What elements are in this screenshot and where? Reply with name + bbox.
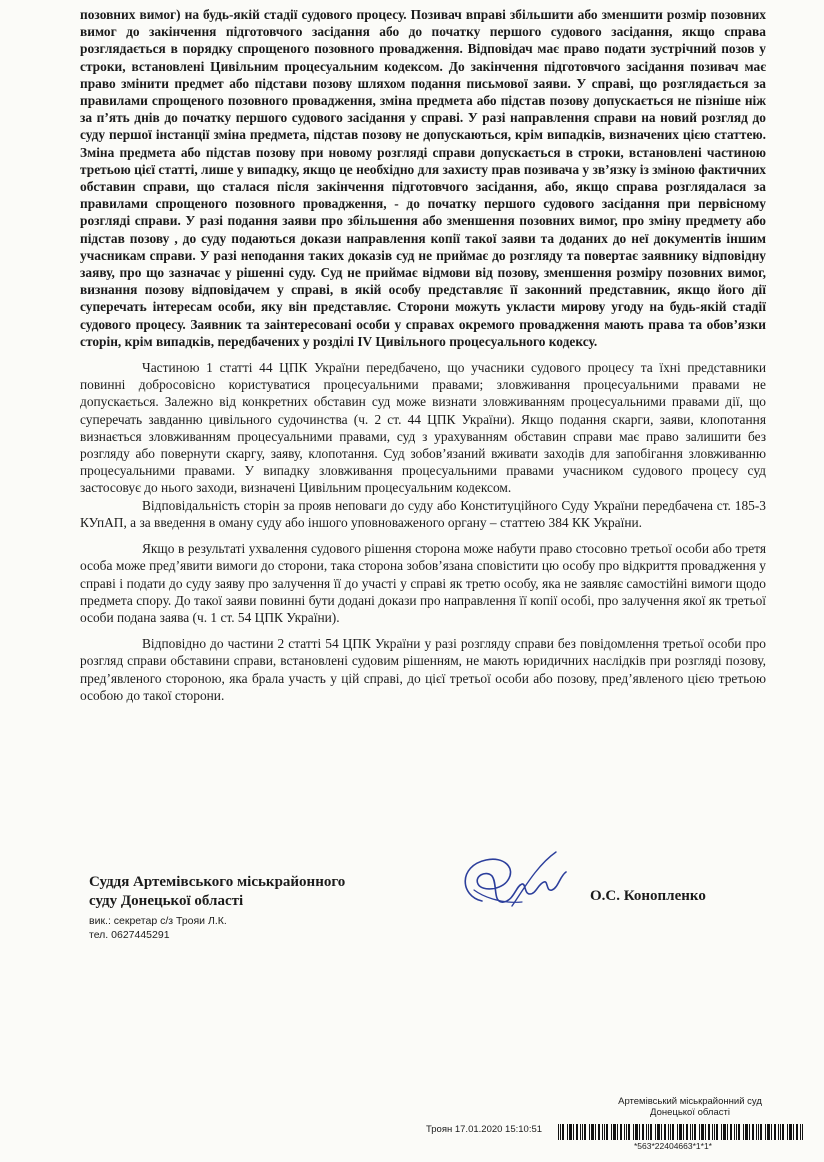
phone-line: тел. 0627445291 [89, 929, 170, 941]
registration-stamp [426, 1124, 806, 1154]
stamp-meta: Троян 17.01.2020 15:10:51 [426, 1124, 543, 1135]
paragraph-article-44: Частиною 1 статті 44 ЦПК України передбачено, що учасники судового процесу та їхні представники повинні добросовісно користуватися процесуальними правами; зловживання процесуальними правами не допускається. Залежно від конкретних обставин суд може визнати зловживанням процесуальними правами дії, що суперечать завданню цивільного судочинства (ч. 2 ст. 44 ЦПК України). Якщо подання скарги, заяви, клопотання визнається зловживанням процесуальними правами, суд з урахуванням обставин справи має право залишити без розгляду або повернути скаргу, заяву, клопотання. Суд зобов’язаний вживати заходів для запобігання зловживанню процесуальними правами. У випадку зловживання процесуальними правами учасником судового процесу суд застосовує до нього заходи, визначені Цивільним процесуальним кодексом. [80, 360, 766, 496]
handwritten-signature [452, 846, 572, 926]
judge-title-line2: суду Донецької області [89, 893, 244, 909]
paragraph-third-party: Якщо в результаті ухвалення судового рішення сторона може набути право стосовно третьої особи або третя особа може пред’явити вимоги до сторони, така сторона зобов’язана сповістити цю особу про відкриття провадження у справі і подати до суду заяву про залучення її до участі у справі як третю особу, яка не заявляє самостійні вимоги щодо предмета спору. До такої заяви повинні бути додані докази про направлення її копії особі, про залучення якої як третьої особи подана заява (ч. 1 ст. 54 ЦПК України). [80, 541, 766, 625]
paragraph-article-54: Відповідно до частини 2 статті 54 ЦПК України у разі розгляду справи без повідомлення третьої особи про розгляд справи обставини справи, встановлені судовим рішенням, не мають юридичних наслідків при розгляді позову, пред’явленого стороною, яка брала участь у цій справі, до цієї третьої особи або позову, пред’явленого цією третьою особою до такої сторони. [80, 636, 766, 703]
judge-name: О.С. Конопленко [590, 888, 706, 904]
stamp-organization [600, 1096, 780, 1118]
stamp-org-line2: Донецької області [650, 1107, 730, 1118]
paragraph-continuation: позовних вимог) на будь-якій стадії судового процесу. Позивач вправі збільшити або зменшити розмір позовних вимог до закінчення підготовчого засідання або до початку першого судового засідання, якщо справа розглядається в порядку спрощеного позовного провадження. Відповідач має право подати зустрічний позов у строки, встановлені Цивільним процесуальним кодексом. До закінчення підготовчого засідання позивач має право змінити предмет або підстави позову шляхом подання письмової заяви. У справі, що розглядається за правилами спрощеного позовного провадження, зміна предмета або підстав позову допускається не пізніше ніж за п’ять днів до початку першого судового засідання у справі. У разі направлення справи на новий розгляд до суду першої інстанції зміна предмета, підстав позову не допускаються, крім випадків, визначених цією статтею. Зміна предмета або підстав позову при новому розгляді справи допускається в строки, встановлені частиною третьою цієї статті, лише у випадку, якщо це необхідно для захисту прав позивача у зв’язку із зміною фактичних обставин справи, що сталася після закінчення підготовчого засідання, або, якщо справа розглядалася за правилами спрощеного позовного провадження, - до початку першого судового засідання при первісному розгляді справи. У разі подання заяви про збільшення або зменшення позовних вимог, про зміну предмету або підстав позову , до суду подаються докази направлення копії такої заяви та доданих до неї документів іншим учасникам справи. У разі неподання таких доказів суд не приймає до розгляду та повертає заявнику відповідну заяву, про що зазначає у рішенні суду. Суд не приймає відмови від позову, зменшення розміру позовних вимог, визнання позову відповідачем у справі, в якій особу представляє її законний представник, якщо його дії суперечать інтересам особи, яку він представляє. Сторони можуть укласти мирову угоду на будь-якій стадії судового процесу. Заявник та заінтересовані особи у справах окремого провадження мають права та обов’язки сторін, крім випадків, передбачених у розділі IV Цивільного процесуального кодексу. [80, 7, 766, 349]
judge-title-line1: Суддя Артемівського міськрайонного [89, 874, 346, 890]
stamp-org-line1: Артемівський міськрайонний суд [618, 1096, 762, 1107]
judge-signature-block [89, 873, 409, 942]
barcode-number: *563*22404663*1*1* [634, 1141, 712, 1151]
barcode [558, 1124, 806, 1140]
document-body [80, 6, 766, 704]
paragraph-responsibility: Відповідальність сторін за прояв неповаги до суду або Конституційного Суду України передбачена ст. 185-3 КУпАП, а за введення в оману суду або іншого уповноваженого органу – статтею 384 КК України. [80, 497, 766, 530]
executor-line: вик.: секретар с/з Трояи Л.К. [89, 915, 227, 927]
